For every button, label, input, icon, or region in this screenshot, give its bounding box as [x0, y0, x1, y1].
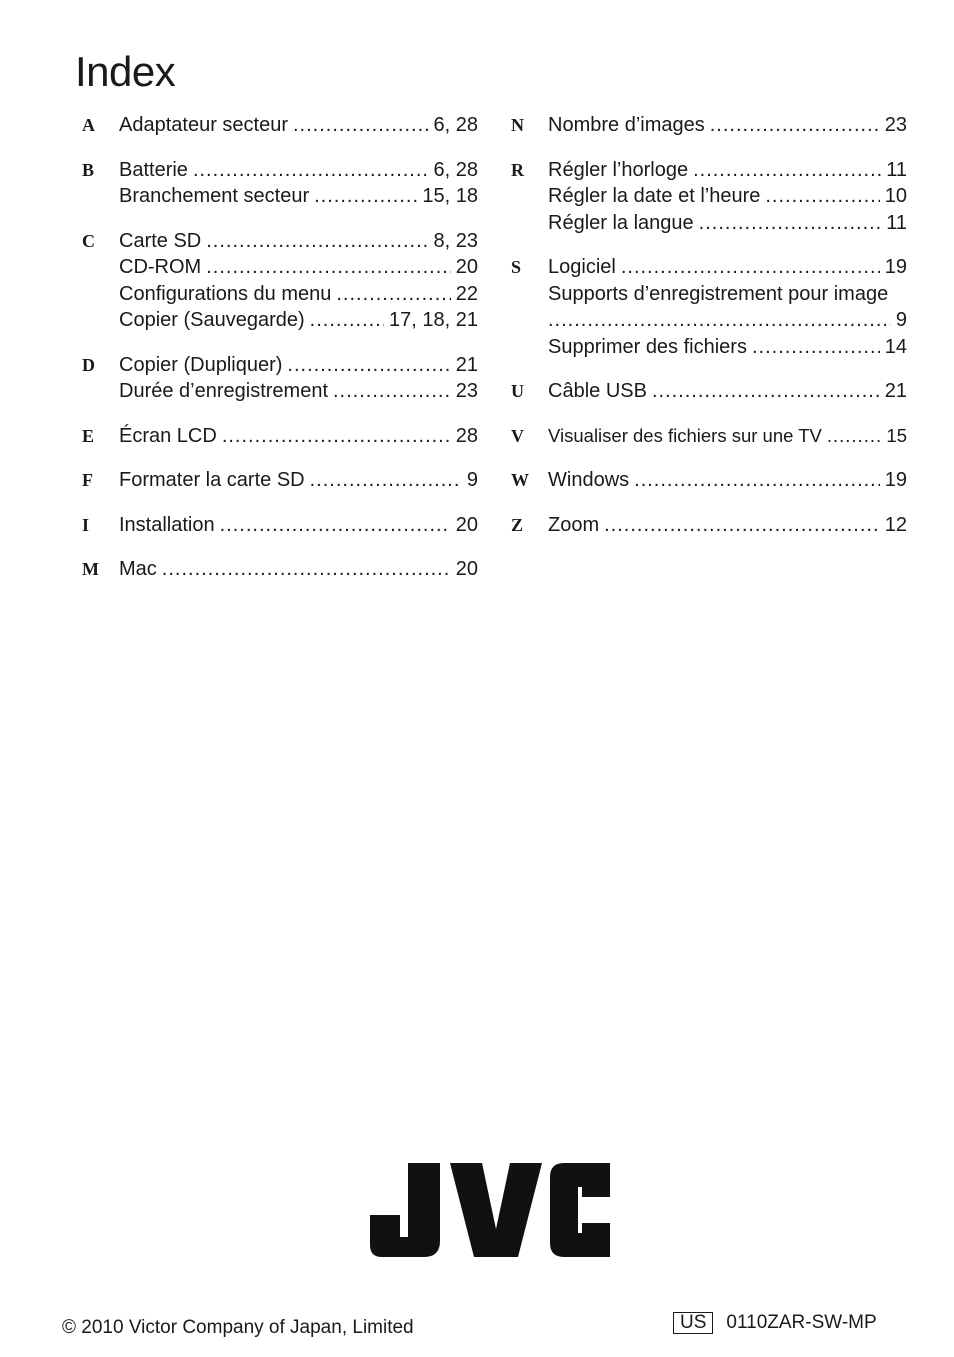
- dot-leader: [314, 183, 417, 210]
- index-entry: [548, 210, 907, 237]
- entry-pages: 17, 18, 21: [389, 309, 478, 331]
- entry-label: Zoom: [548, 513, 600, 536]
- entry-label: Copier (Sauvegarde): [119, 309, 305, 331]
- index-entry: [548, 378, 907, 405]
- index-group: [82, 512, 478, 539]
- index-group: [511, 512, 907, 539]
- page-title: Index: [75, 48, 176, 95]
- index-letter: C: [82, 230, 95, 251]
- index-letter: F: [82, 470, 93, 490]
- dot-leader: [310, 307, 384, 334]
- index-entries: [119, 556, 478, 583]
- entry-pages: 6, 28: [433, 158, 478, 181]
- dot-leader: [206, 254, 451, 281]
- entry-pages: 28: [455, 424, 478, 447]
- index-letter: N: [511, 115, 524, 135]
- index-entry: [548, 183, 907, 210]
- entry-label: Durée d’enregistrement: [119, 380, 328, 402]
- index-group: [82, 556, 478, 583]
- entry-label: Câble USB: [548, 380, 647, 402]
- index-entry: [119, 467, 478, 494]
- entry-label: Adaptateur secteur: [119, 114, 288, 136]
- entry-pages: 23: [884, 114, 907, 136]
- index-entry: [548, 334, 907, 361]
- index-entries: [119, 512, 478, 539]
- index-letter: B: [82, 159, 95, 180]
- entry-pages: 6, 28: [433, 114, 478, 136]
- index-group: [511, 112, 907, 139]
- dot-leader: [634, 467, 880, 494]
- index-letter: U: [511, 381, 524, 401]
- index-entries: [548, 112, 907, 139]
- entry-label: Nombre d’images: [548, 114, 705, 136]
- entry-label: Installation: [119, 513, 215, 536]
- entry-label: Supprimer des fichiers: [548, 335, 747, 358]
- entry-pages: 12: [884, 513, 907, 536]
- index-entry: [119, 157, 478, 184]
- entry-label: Batterie: [119, 158, 188, 181]
- dot-leader: [193, 157, 429, 184]
- dot-leader: [162, 556, 451, 583]
- index-letter: M: [82, 559, 99, 579]
- dot-leader: [765, 183, 879, 210]
- index-group: [82, 467, 478, 494]
- index-group: [82, 228, 478, 334]
- entry-pages: 20: [455, 256, 478, 278]
- index-entry: [119, 183, 478, 210]
- index-group: [82, 112, 478, 139]
- index-entry: [119, 254, 478, 281]
- index-group: [511, 157, 907, 237]
- dot-leader: [287, 352, 450, 379]
- index-letter: V: [511, 425, 524, 446]
- index-group: [82, 157, 478, 210]
- dot-leader: [548, 307, 891, 334]
- dot-leader: [604, 512, 880, 539]
- index-entry-continuation: [548, 307, 907, 334]
- copyright-notice: © 2010 Victor Company of Japan, Limited: [62, 1317, 414, 1338]
- index-entry: [119, 423, 478, 450]
- index-entries: [548, 378, 907, 405]
- entry-pages: 14: [884, 335, 907, 358]
- index-entries: [548, 254, 907, 360]
- entry-pages: 9: [895, 309, 907, 331]
- index-entry: [119, 556, 478, 583]
- index-entries: [548, 512, 907, 539]
- entry-label: Écran LCD: [119, 424, 217, 447]
- index-entries: [548, 423, 907, 450]
- entry-label: Carte SD: [119, 229, 202, 252]
- index-letter: R: [511, 159, 524, 180]
- dot-leader: [333, 378, 451, 405]
- dot-leader: [752, 334, 880, 361]
- entry-pages: 21: [455, 353, 478, 376]
- entry-pages: 8, 23: [433, 229, 478, 252]
- doc-code-text: 0110ZAR-SW-MP: [726, 1312, 877, 1333]
- index-entries: [119, 352, 478, 405]
- dot-leader: [336, 281, 450, 308]
- entry-label: Logiciel: [548, 256, 616, 278]
- entry-pages: 23: [455, 380, 478, 402]
- entry-label: Supports d’enregistrement pour image: [548, 282, 889, 305]
- index-entry: [119, 307, 478, 334]
- index-entry: [119, 512, 478, 539]
- jvc-logo-icon: [370, 1163, 610, 1257]
- entry-label: Copier (Dupliquer): [119, 353, 283, 376]
- dot-leader: [206, 228, 428, 255]
- index-entries: [119, 467, 478, 494]
- entry-label: Régler la date et l’heure: [548, 185, 761, 207]
- index-entry: [548, 254, 907, 281]
- index-entry: [548, 423, 907, 450]
- index-group: [82, 352, 478, 405]
- index-entry: [119, 378, 478, 405]
- entry-pages: 22: [455, 282, 478, 305]
- index-entries: [548, 157, 907, 237]
- entry-label: Formater la carte SD: [119, 469, 305, 491]
- entry-pages: 10: [884, 185, 907, 207]
- index-entries: [548, 467, 907, 494]
- index-letter: S: [511, 257, 522, 277]
- entry-label: Branchement secteur: [119, 185, 310, 207]
- dot-leader: [220, 512, 451, 539]
- dot-leader: [310, 467, 462, 494]
- index-letter: D: [82, 354, 95, 375]
- index-group: [511, 254, 907, 360]
- index-group: [511, 378, 907, 405]
- index-group: [511, 467, 907, 494]
- dot-leader: [222, 423, 451, 450]
- entry-pages: 15, 18: [422, 185, 478, 207]
- entry-label: Windows: [548, 469, 630, 491]
- index-entries: [119, 157, 478, 210]
- entry-pages: 11: [886, 211, 907, 234]
- dot-leader: [699, 210, 882, 237]
- index-entry: [548, 281, 907, 308]
- entry-pages: 20: [455, 558, 478, 580]
- entry-label: Régler l’horloge: [548, 158, 689, 181]
- document-code: [673, 1312, 877, 1334]
- index-letter: Z: [511, 514, 524, 535]
- region-code-badge: US: [673, 1312, 713, 1334]
- index-entry: [548, 112, 907, 139]
- dot-leader: [827, 423, 882, 450]
- index-entries: [119, 228, 478, 334]
- index-column-left: [82, 112, 478, 601]
- index-entries: [119, 423, 478, 450]
- index-entry: [548, 467, 907, 494]
- index-column-right: [511, 112, 907, 556]
- dot-leader: [652, 378, 880, 405]
- index-letter: W: [511, 470, 529, 490]
- entry-pages: 20: [455, 513, 478, 536]
- index-entry: [119, 112, 478, 139]
- entry-label: Visualiser des fichiers sur une TV: [548, 424, 822, 446]
- entry-pages: 21: [884, 380, 907, 402]
- entry-pages: 19: [884, 256, 907, 278]
- index-letter: A: [82, 115, 95, 135]
- entry-pages: 9: [466, 469, 478, 491]
- entry-pages: 15: [886, 424, 907, 446]
- index-group: [82, 423, 478, 450]
- index-entry: [548, 157, 907, 184]
- index-entry: [119, 352, 478, 379]
- index-entries: [119, 112, 478, 139]
- dot-leader: [710, 112, 880, 139]
- dot-leader: [621, 254, 880, 281]
- entry-label: Mac: [119, 558, 157, 580]
- index-entry: [119, 228, 478, 255]
- index-entry: [119, 281, 478, 308]
- index-group: [511, 423, 907, 450]
- entry-pages: 19: [884, 469, 907, 491]
- entry-label: Configurations du menu: [119, 282, 332, 305]
- index-letter: I: [82, 514, 90, 535]
- entry-label: Régler la langue: [548, 211, 694, 234]
- index-entry: [548, 512, 907, 539]
- dot-leader: [693, 157, 881, 184]
- index-letter: E: [82, 425, 95, 446]
- entry-label: CD-ROM: [119, 256, 202, 278]
- entry-pages: 11: [886, 158, 907, 181]
- dot-leader: [293, 112, 429, 139]
